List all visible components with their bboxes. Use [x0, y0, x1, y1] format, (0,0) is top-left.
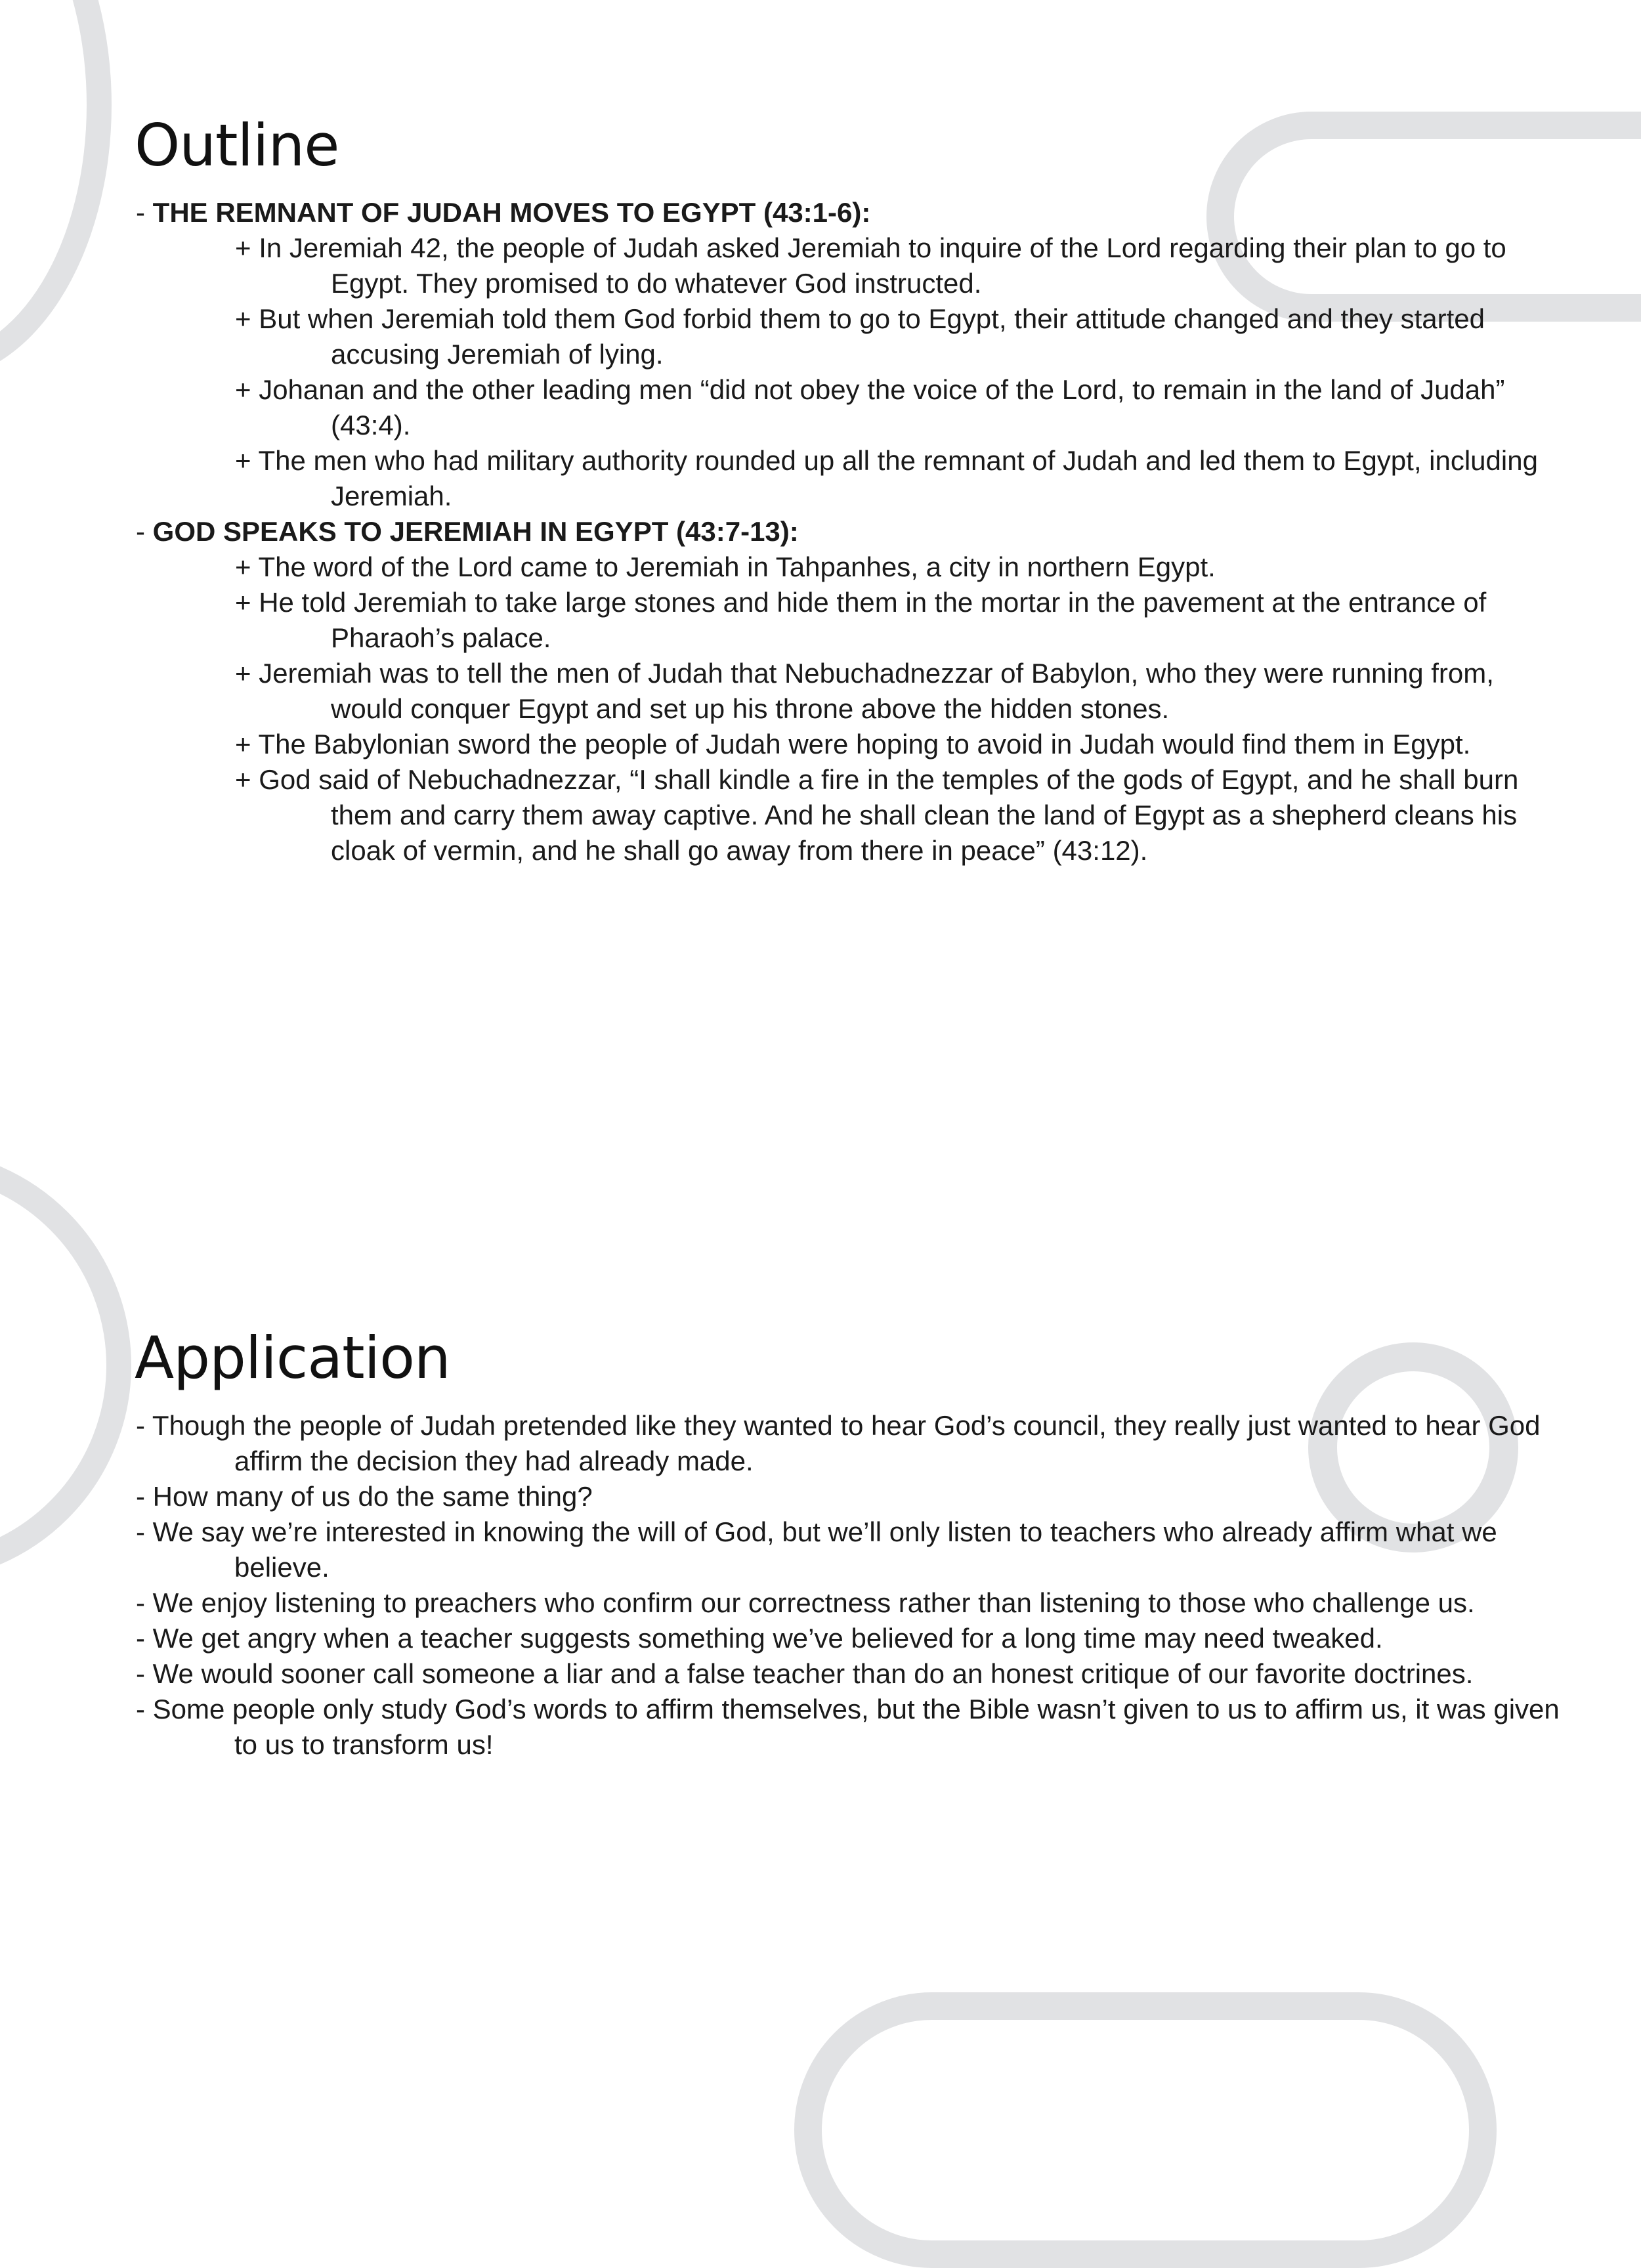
dash-marker: -: [136, 1410, 145, 1441]
outline-item: + Jeremiah was to tell the men of Judah that Nebuchadnezzar of Babylon, who they were running from, would conquer Egypt and set up his throne above the hidden stones.: [235, 658, 1494, 724]
plus-marker: +: [235, 764, 251, 795]
application-item: - We say we’re interested in knowing the will of God, but we’ll only listen to teachers who already affirm what we believe.: [136, 1516, 1497, 1583]
decorative-arc-top-left: [0, 0, 112, 381]
application-list: [136, 1408, 1567, 1763]
decorative-pill-bottom: [794, 1992, 1497, 2268]
plus-marker: +: [235, 374, 251, 405]
dash-marker: -: [136, 516, 145, 547]
outline-title: Outline: [135, 112, 339, 179]
application-item: - We enjoy listening to preachers who confirm our correctness rather than listening to those who challenge us.: [136, 1587, 1475, 1618]
outline-section-heading: - THE REMNANT OF JUDAH MOVES TO EGYPT (43:1-6):: [136, 197, 871, 228]
outline-section-heading: - GOD SPEAKS TO JEREMIAH IN EGYPT (43:7-13):: [136, 516, 799, 547]
plus-marker: +: [235, 658, 251, 689]
outline-item: + God said of Nebuchadnezzar, “I shall kindle a fire in the temples of the gods of Egypt, and he shall burn them and carry them away captive. And he shall clean the land of Egypt as a shepherd cleans his cloak of vermin, and he shall go away from there in peace” (43:12).: [235, 764, 1519, 866]
dash-marker: -: [136, 1516, 145, 1547]
outline-item: + The Babylonian sword the people of Judah were hoping to avoid in Judah would find them in Egypt.: [235, 729, 1471, 760]
application-item: - We get angry when a teacher suggests something we’ve believed for a long time may need tweaked.: [136, 1623, 1383, 1654]
outline-item: + The men who had military authority rounded up all the remnant of Judah and led them to Egypt, including Jeremiah.: [235, 445, 1538, 511]
application-item: - We would sooner call someone a liar and a false teacher than do an honest critique of our favorite doctrines.: [136, 1658, 1474, 1689]
outline-item: + He told Jeremiah to take large stones and hide them in the mortar in the pavement at the entrance of Pharaoh’s palace.: [235, 587, 1487, 653]
decorative-arc-mid-left: [0, 1149, 131, 1582]
application-item: - How many of us do the same thing?: [136, 1481, 593, 1512]
outline-item: + The word of the Lord came to Jeremiah in Tahpanhes, a city in northern Egypt.: [235, 551, 1216, 582]
dash-marker: -: [136, 1658, 145, 1689]
dash-marker: -: [136, 1694, 145, 1724]
plus-marker: +: [235, 551, 251, 582]
application-title: Application: [135, 1324, 450, 1392]
plus-marker: +: [235, 232, 251, 263]
dash-marker: -: [136, 1623, 145, 1654]
plus-marker: +: [235, 587, 251, 618]
application-item: - Though the people of Judah pretended like they wanted to hear God’s council, they really just wanted to hear God affirm the decision they had already made.: [136, 1410, 1541, 1476]
outline-item: + Johanan and the other leading men “did not obey the voice of the Lord, to remain in the land of Judah” (43:4).: [235, 374, 1505, 440]
dash-marker: -: [136, 1587, 145, 1618]
outline-item: + But when Jeremiah told them God forbid them to go to Egypt, their attitude changed and they started accusing Jeremiah of lying.: [235, 303, 1485, 370]
plus-marker: +: [235, 445, 251, 476]
dash-marker: -: [136, 1481, 145, 1512]
outline-item: + In Jeremiah 42, the people of Judah asked Jeremiah to inquire of the Lord regarding their plan to go to Egypt. They promised to do whatever God instructed.: [235, 232, 1506, 299]
application-item: - Some people only study God’s words to affirm themselves, but the Bible wasn’t given to us to affirm us, it was given to us to transform us!: [136, 1694, 1560, 1760]
dash-marker: -: [136, 197, 145, 228]
outline-list: [136, 195, 1567, 868]
plus-marker: +: [235, 303, 251, 334]
plus-marker: +: [235, 729, 251, 760]
